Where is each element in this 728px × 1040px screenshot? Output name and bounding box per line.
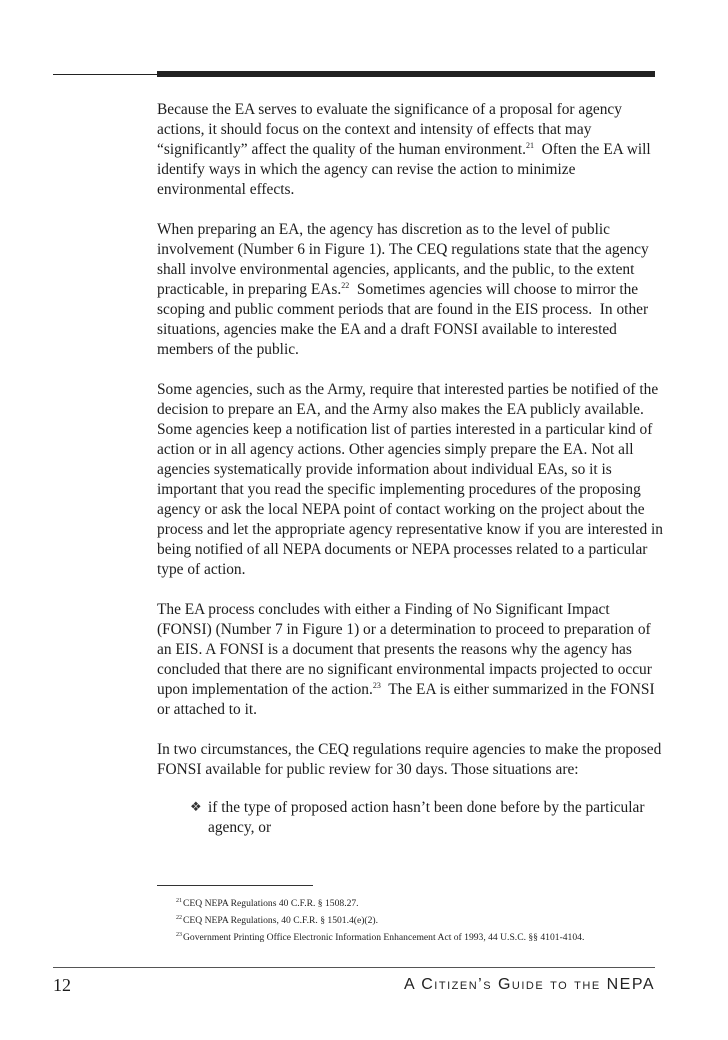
- footnotes: [176, 895, 656, 946]
- footnote-ref-22: 22: [341, 281, 350, 290]
- footnote-21: $^{21}$CEQ NEPA Regulations 40 C.F.R. § 1508.27.: [176, 898, 359, 909]
- paragraph-4: The EA process concludes with either a Finding of No Significant Impact (FONSI) (Number 7 in Figure 1) or a determination to proceed to preparation of an EIS. A FONSI is a document that presents the reasons why the agency has concluded that there are no significant environmental impacts projected to occur upon implementation of the action.$^{23}$ The EA is either summarized in the FONSI or attached to it.: [157, 601, 659, 718]
- footer-rule: [53, 967, 655, 968]
- paragraph-3: Some agencies, such as the Army, require that interested parties be notified of the decision to prepare an EA, and the Army also makes the EA publicly available. Some agencies keep a notification list of parties interested in a particular kind of action or in all agency actions. Other agencies simply prepare the EA. Not all agencies systematically provide information about individual EAs, so it is important that you read the specific implementing procedures of the proposing agency or ask the local NEPA point of contact working on the project about the process and let the appropriate agency representative know if you are interested in being notified of all NEPA documents or NEPA processes related to a particular type of action.: [157, 381, 663, 578]
- list-item: ❖ if the type of proposed action hasn’t been done before by the particular agency, or: [190, 799, 645, 836]
- footnote-ref-23: 23: [372, 681, 381, 690]
- body-text: [157, 100, 667, 838]
- paragraph-2: When preparing an EA, the agency has discretion as to the level of public involvement (Number 6 in Figure 1). The CEQ regulations state that the agency shall involve environmental agencies, applicants, and the public, to the extent practicable, in preparing EAs.$^{22}$ Sometimes agencies will choose to mirror the scoping and public comment periods that are found in the EIS process. In other situations, agencies make the EA and a draft FONSI available to interested members of the public.: [157, 221, 652, 358]
- header-rule-thin: [53, 74, 157, 75]
- diamond-bullet-icon: ❖: [190, 800, 202, 815]
- footnote-22: $^{22}$CEQ NEPA Regulations, 40 C.F.R. § 1501.4(e)(2).: [176, 915, 379, 926]
- page-number: 12: [53, 975, 71, 995]
- footnote-ref-21: 21: [525, 141, 534, 150]
- footnote-separator: [157, 885, 313, 886]
- paragraph-5: In two circumstances, the CEQ regulations require agencies to make the proposed FONSI available for public review for 30 days. Those situations are:: [157, 741, 662, 778]
- running-footer-title: A Citizen’s Guide to the NEPA: [404, 976, 655, 993]
- bullet-list: [157, 798, 667, 838]
- footnote-23: $^{23}$Government Printing Office Electronic Information Enhancement Act of 1993, 44 U.S.C. §§ 4101-4104.: [176, 932, 585, 943]
- header-rule-thick: [157, 71, 655, 77]
- paragraph-1: Because the EA serves to evaluate the significance of a proposal for agency actions, it should focus on the context and intensity of effects that may “significantly” affect the quality of the human environment.$^{21}$ Often the EA will identify ways in which the agency can revise the action to minimize environmental effects.: [157, 101, 655, 198]
